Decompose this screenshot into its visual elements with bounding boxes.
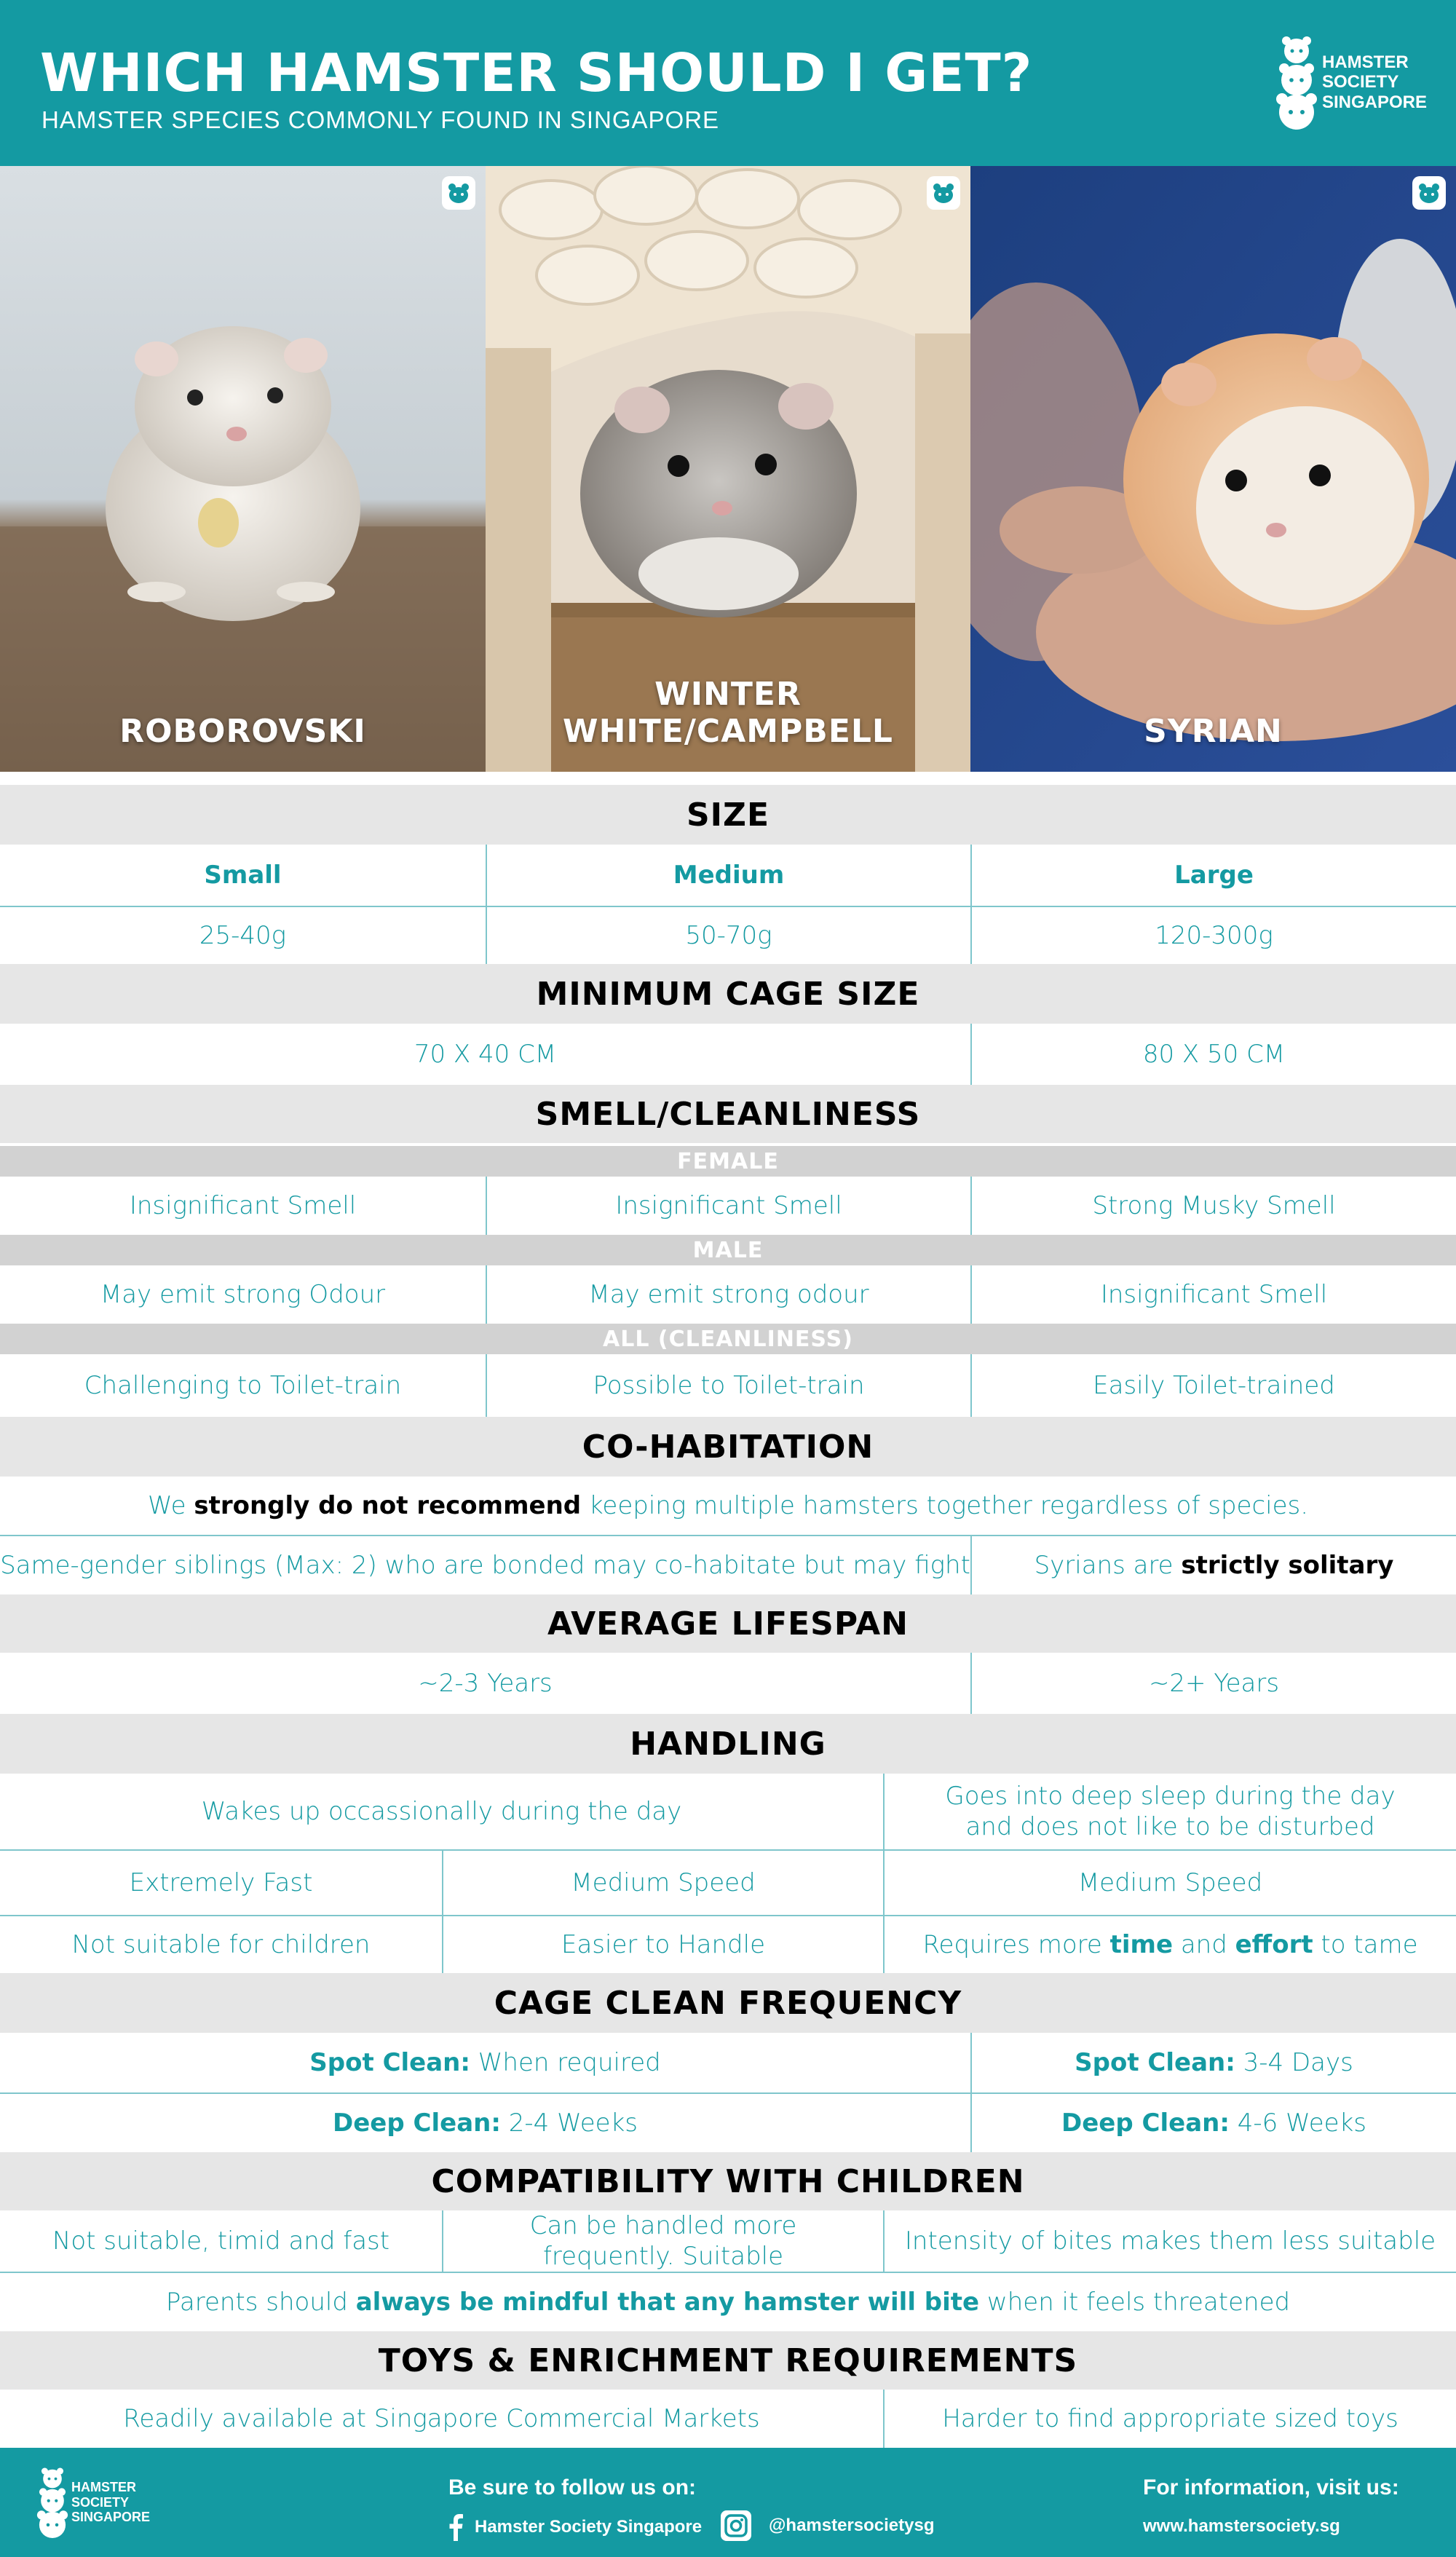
cohab-syrian: Syrians are strictly solitary [970,1536,1456,1594]
section-heading-size: SIZE [0,785,1456,845]
deep-clean-syrian: Deep Clean: 4-6 Weeks [970,2094,1456,2152]
weight-value: 25-40g [199,920,287,950]
section-heading-toys: TOYS & ENRICHMENT REQUIREMENTS [0,2331,1456,2390]
brand-name: HAMSTER SOCIETY SINGAPORE [71,2479,151,2525]
table-row-spot-clean [0,2033,1456,2094]
instagram-icon [721,2510,751,2541]
handling-note: Not suitable for children [71,1929,371,1959]
bite-warning: Parents should always be mindful that any hamster will bite when it feels threatened [165,2287,1291,2317]
brand-logo [1275,35,1427,130]
subheading-male: MALE [0,1235,1456,1265]
hamster-badge-icon [927,176,960,210]
table-row-handling-speed [0,1851,1456,1916]
follow-label: Be sure to follow us on: [448,2475,697,2499]
children-syrian: Intensity of bites makes them less suitable [883,2210,1456,2272]
table-row-cleanliness [0,1354,1456,1417]
deep-clean-dwarf: Deep Clean: 2-4 Weeks [333,2108,638,2138]
speed-value: Extremely Fast [129,1868,313,1897]
male-smell: May emit strong odour [486,1265,970,1324]
toilet-training: Easily Toilet-trained [970,1354,1456,1417]
hamster-badge-icon [442,176,475,210]
footer-brand-logo [36,2467,150,2538]
subheading-female: FEMALE [0,1146,1456,1177]
weight-value: 120-300g [970,907,1456,964]
cohab-recommendation: We strongly do not recommend keeping multiple hamsters together regardless of species. [147,1490,1309,1520]
photo-winter-white [486,166,970,772]
table-row-cohab-species [0,1536,1456,1594]
table-row-children-note [0,2273,1456,2331]
section-heading-handling: HANDLING [0,1714,1456,1774]
section-heading-children: COMPATIBILITY WITH CHILDREN [0,2152,1456,2210]
spot-clean-syrian: Spot Clean: 3-4 Days [970,2033,1456,2092]
cohab-dwarf: Same-gender siblings (Max: 2) who are bonded may co-habitate but may fight [0,1550,970,1580]
female-smell: Insignificant Smell [129,1190,357,1220]
weight-value: 50-70g [486,907,970,964]
table-row-size-labels [0,845,1456,907]
toys-dwarf: Readily available at Singapore Commercial Markets [123,2403,760,2433]
table-row-size-weights [0,907,1456,964]
page-subtitle: HAMSTER SPECIES COMMONLY FOUND IN SINGAPORE [41,106,720,133]
size-label: Large [970,845,1456,906]
section-heading-cleaning: CAGE CLEAN FREQUENCY [0,1973,1456,2033]
female-smell: Strong Musky Smell [970,1177,1456,1235]
male-smell: Insignificant Smell [970,1265,1456,1324]
table-row-handling-activity [0,1774,1456,1851]
children-winter-white: Can be handled more frequently. Suitable [442,2210,883,2272]
info-label: For information, visit us: [1143,2475,1399,2499]
hamster-badge-icon [1412,176,1446,210]
hamster-stack-logo-icon [36,2467,68,2538]
facebook-handle: Hamster Society Singapore [475,2517,703,2537]
handling-note: Easier to Handle [442,1916,883,1973]
section-heading-cage: MINIMUM CAGE SIZE [0,964,1456,1024]
table-row-handling-suitability [0,1916,1456,1973]
roborovski-photo [0,166,486,772]
website-link[interactable]: www.hamstersociety.sg [1143,2516,1340,2536]
facebook-icon [448,2513,463,2541]
photo-roborovski [0,166,486,772]
section-heading-lifespan: AVERAGE LIFESPAN [0,1594,1456,1653]
children-roborovski: Not suitable, timid and fast [52,2226,390,2256]
species-name: SYRIAN [1144,713,1283,750]
speed-value: Medium Speed [883,1851,1456,1915]
page-title: WHICH HAMSTER SHOULD I GET? [40,42,1033,103]
table-row-male [0,1265,1456,1324]
photo-syrian [970,166,1456,772]
species-name: ROBOROVSKI [119,713,366,750]
species-photo-row [0,166,1456,772]
facebook-link[interactable] [448,2513,702,2541]
species-name: WINTER WHITE/CAMPBELL [563,676,893,750]
activity-dwarf: Wakes up occassionally during the day [201,1796,682,1826]
toilet-training: Challenging to Toilet-train [84,1370,402,1400]
header-banner [0,0,1456,166]
brand-name: HAMSTER SOCIETY SINGAPORE [1322,52,1428,112]
table-row-lifespan [0,1653,1456,1714]
instagram-link[interactable] [721,2510,935,2541]
syrian-photo [970,166,1456,772]
female-smell: Insignificant Smell [486,1177,970,1235]
section-heading-smell: SMELL/CLEANLINESS [0,1085,1456,1143]
section-heading-cohabitation: CO-HABITATION [0,1417,1456,1477]
table-row-cohab-note [0,1477,1456,1536]
lifespan-syrian: ~2+ Years [970,1653,1456,1714]
cage-size-dwarf: 70 X 40 CM [414,1039,557,1069]
footer [0,2448,1456,2557]
lifespan-dwarf: ~2-3 Years [418,1668,553,1698]
table-row-female [0,1177,1456,1235]
subheading-cleanliness: ALL (CLEANLINESS) [0,1324,1456,1354]
activity-syrian: Goes into deep sleep during the day and does not like to be disturbed [883,1774,1456,1849]
size-label: Medium [486,845,970,906]
table-row-toys [0,2390,1456,2448]
handling-note: Requires more time and effort to tame [883,1916,1456,1973]
male-smell: May emit strong Odour [100,1279,386,1309]
spot-clean-dwarf: Spot Clean: When required [309,2047,661,2077]
hamster-stack-logo-icon [1275,35,1318,130]
cage-size-syrian: 80 X 50 CM [970,1024,1456,1085]
table-row-deep-clean [0,2094,1456,2152]
instagram-handle: @hamstersocietysg [769,2515,935,2535]
table-row-children [0,2210,1456,2273]
speed-value: Medium Speed [442,1851,883,1915]
size-label: Small [204,860,282,890]
toys-syrian: Harder to find appropriate sized toys [883,2390,1456,2448]
toilet-training: Possible to Toilet-train [486,1354,970,1417]
table-row-cage [0,1024,1456,1085]
